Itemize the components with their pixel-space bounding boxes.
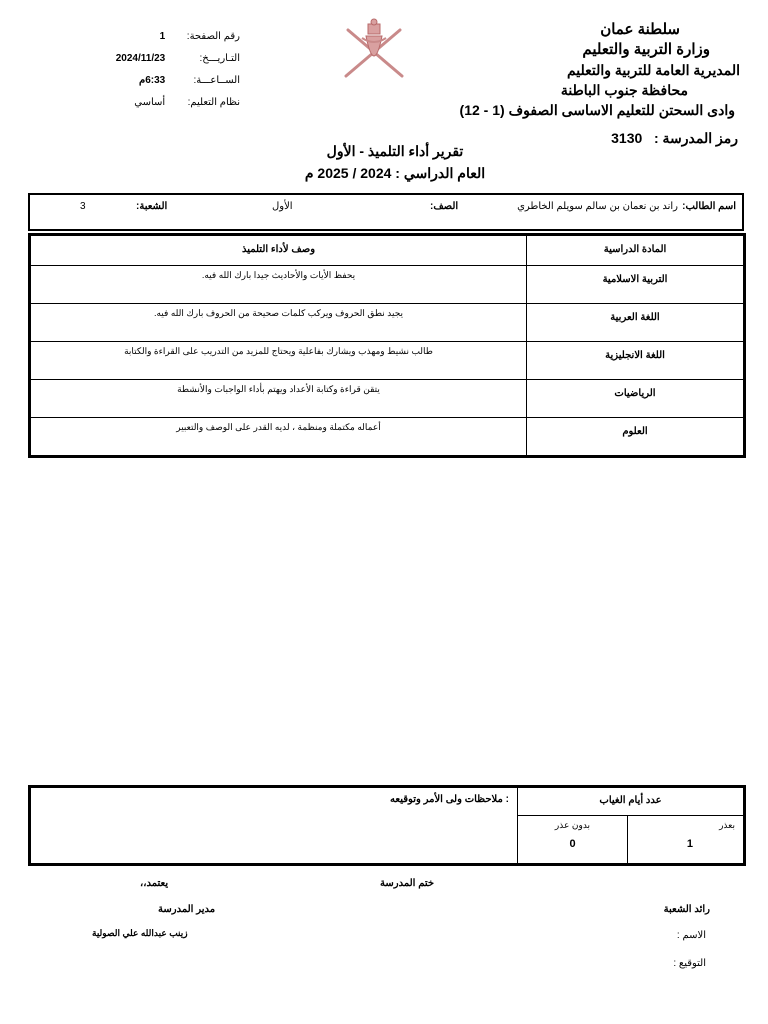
subject-description: أعماله مكتملة ومنظمة ، لديه القدر على الوصف والتعبير: [31, 418, 527, 456]
without-excuse-label: بدون عذر: [518, 816, 628, 836]
header-subject: المادة الدراسية: [527, 236, 744, 266]
header-line-1: سلطنة عمان: [600, 21, 680, 38]
table-row: [31, 342, 744, 380]
date-value: 2024/11/23: [115, 53, 166, 64]
subject-name: العلوم: [527, 418, 744, 456]
date-label: التـاريـــخ:: [199, 53, 240, 64]
subject-description: طالب نشيط ومهذب ويشارك بفاعلية ويحتاج للمزيد من التدريب على القراءة والكتابة: [31, 342, 527, 380]
absence-box: [28, 785, 746, 866]
section-value: 3: [80, 201, 86, 212]
header-line-5: وادى السحتن للتعليم الاساسى الصفوف (1 - 12): [459, 102, 735, 118]
school-code: [611, 130, 738, 147]
report-title: تقرير أداء التلميذ - الأول: [326, 143, 464, 159]
student-info: [28, 193, 744, 231]
header-description: وصف لأداء التلميذ: [31, 236, 527, 266]
subject-name: اللغة الانجليزية: [527, 342, 744, 380]
table-row: [31, 418, 744, 456]
page-number-value: 1: [159, 31, 166, 42]
section-leader-label: رائد الشعبة: [663, 904, 710, 915]
academic-year: العام الدراسي : 2024 / 2025 م: [304, 165, 486, 181]
subjects-table: [28, 233, 746, 458]
without-excuse-value: 0: [518, 836, 628, 864]
school-code-label: رمز المدرسة :: [653, 130, 738, 146]
header-line-2: وزارة التربية والتعليم: [582, 41, 710, 58]
subject-description: يجيد نطق الحروف ويركب كلمات صحيحة من الحروف بارك الله فيه.: [31, 304, 527, 342]
section-label: الشعبة:: [136, 201, 168, 212]
name-label: الاسم :: [676, 930, 706, 941]
subject-name: الرياضيات: [527, 380, 744, 418]
principal-name: زينب عبدالله علي الصولية: [92, 928, 188, 938]
class-label: الصف:: [430, 201, 459, 212]
header-line-4: محافظة جنوب الباطنة: [560, 82, 688, 98]
class-value: الأول: [272, 201, 293, 212]
time-value: 6:33م: [139, 75, 166, 86]
report-titles: [260, 140, 530, 184]
school-stamp-label: ختم المدرسة: [380, 878, 435, 889]
table-row: [31, 266, 744, 304]
student-name-label: اسم الطالب:: [682, 201, 736, 212]
subject-name: اللغة العربية: [527, 304, 744, 342]
report-meta: [90, 26, 240, 114]
oman-emblem-icon: [338, 16, 410, 84]
approved-label: يعتمد،،: [140, 878, 169, 889]
time-label: الســاعـــة:: [193, 75, 240, 86]
subject-description: يحفظ الأيات والأحاديث جيدا بارك الله فيه.: [31, 266, 527, 304]
signature-label: التوقيع :: [673, 958, 706, 969]
header-line-3: المديرية العامة للتربية والتعليم: [566, 62, 740, 78]
table-row: [31, 304, 744, 342]
parent-notes-label: : ملاحظات ولى الأمر وتوقيعه: [31, 788, 518, 864]
subject-description: يتقن قراءة وكتابة الأعداد ويهتم بأداء الواجبات والأنشطة: [31, 380, 527, 418]
system-value: أساسي: [134, 97, 166, 108]
absence-days-label: عدد أيام الغياب: [518, 788, 744, 816]
page-number-label: رقم الصفحة:: [186, 31, 240, 42]
with-excuse-value: 1: [628, 836, 744, 864]
subject-name: التربية الاسلامية: [527, 266, 744, 304]
principal-label: مدير المدرسة: [158, 904, 216, 915]
student-name-value: راند بن نعمان بن سالم سويلم الخاطري: [517, 201, 678, 212]
school-code-value: 3130: [611, 130, 643, 146]
with-excuse-label: بعذر: [628, 816, 744, 836]
table-row: [31, 380, 744, 418]
system-label: نظام التعليم:: [187, 97, 240, 108]
